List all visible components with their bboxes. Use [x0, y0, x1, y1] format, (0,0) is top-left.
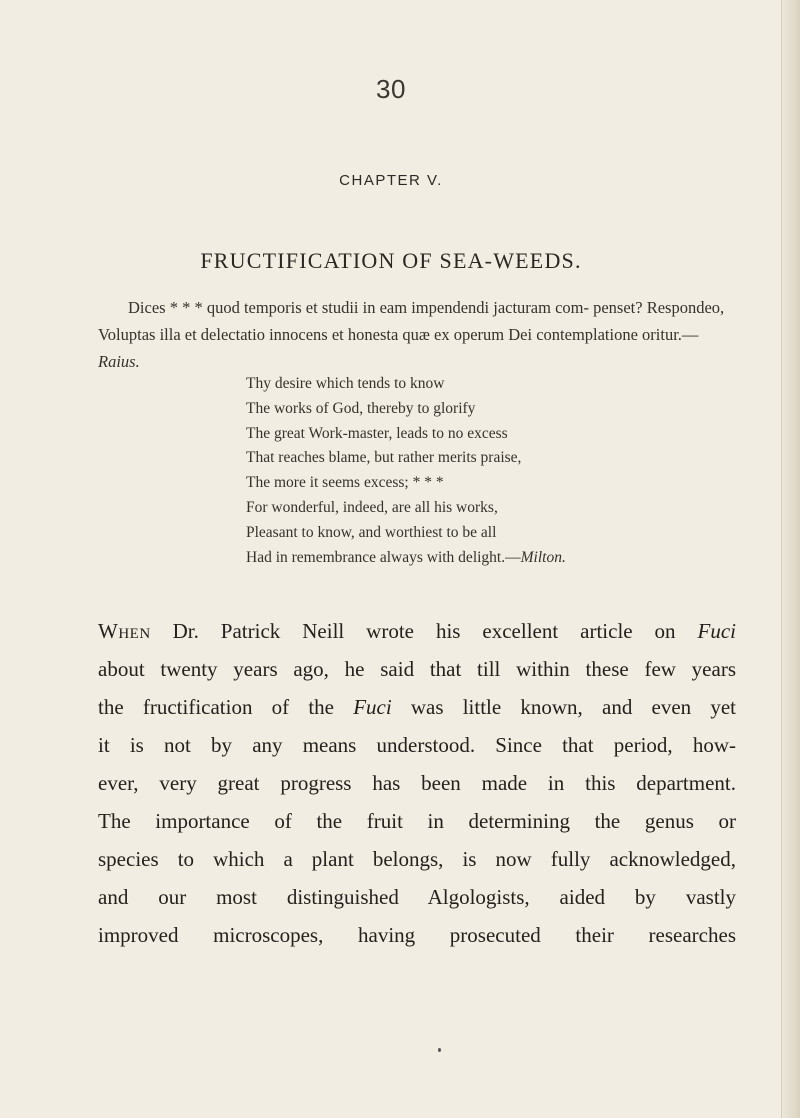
italic-term: Fuci: [353, 695, 392, 719]
body-line: The importance of the fruit in determining the genus or: [98, 809, 736, 833]
body-line: and our most distinguished Algologists, aided by vastly: [98, 885, 736, 909]
poem-line: The great Work-master, leads to no excess: [246, 424, 508, 442]
poem-epigraph: [246, 372, 716, 570]
latin-epigraph-attribution: Raius.: [98, 352, 140, 371]
body-text-span: Dr. Patrick Neill wrote his excellent article on: [150, 619, 698, 643]
body-line: [98, 688, 736, 726]
latin-epigraph-line-3: operum Dei contemplatione oritur.—: [453, 325, 699, 344]
body-line: about twenty years ago, he said that till within these few years: [98, 657, 736, 681]
body-line: [98, 612, 736, 650]
body-paragraph: [98, 612, 736, 954]
latin-epigraph-line-2: penset? Respondeo, Voluptas illa et delectatio innocens et honesta quæ ex: [98, 298, 725, 344]
poem-last-line: Had in remembrance always with delight.—: [246, 548, 521, 566]
opening-word: When: [98, 619, 151, 643]
latin-epigraph-line-1: Dices * * * quod temporis et studii in eam impendendi jacturam com-: [128, 298, 589, 317]
latin-epigraph: [98, 294, 728, 375]
poem-line: Thy desire which tends to know: [246, 375, 445, 392]
page-number: 30: [376, 74, 406, 104]
body-line: improved microscopes, having prosecuted their researches: [98, 923, 736, 947]
poem-line: For wonderful, indeed, are all his works,: [246, 498, 498, 516]
poem-line: The works of God, thereby to glorify: [246, 399, 476, 417]
poem-attribution: Milton.: [520, 548, 566, 566]
poem-line: Pleasant to know, and worthiest to be all: [246, 523, 497, 541]
body-line: it is not by any means understood. Since that period, how-: [98, 733, 736, 757]
italic-term: Fuci: [697, 619, 736, 643]
poem-line: [246, 546, 716, 571]
body-text-span: the fructification of the: [98, 695, 354, 719]
body-line: ever, very great progress has been made in this department.: [98, 771, 736, 795]
ink-speck: [438, 1048, 441, 1052]
poem-line: That reaches blame, but rather merits praise,: [246, 449, 522, 467]
poem-line: The more it seems excess; * * *: [246, 474, 444, 492]
body-text-span: was little known, and even yet: [391, 695, 737, 719]
chapter-title: FRUCTIFICATION OF SEA-WEEDS.: [200, 248, 582, 273]
body-line: species to which a plant belongs, is now fully acknowledged,: [98, 847, 736, 871]
chapter-label: CHAPTER V.: [339, 172, 443, 189]
book-page-edge: [781, 0, 800, 1118]
